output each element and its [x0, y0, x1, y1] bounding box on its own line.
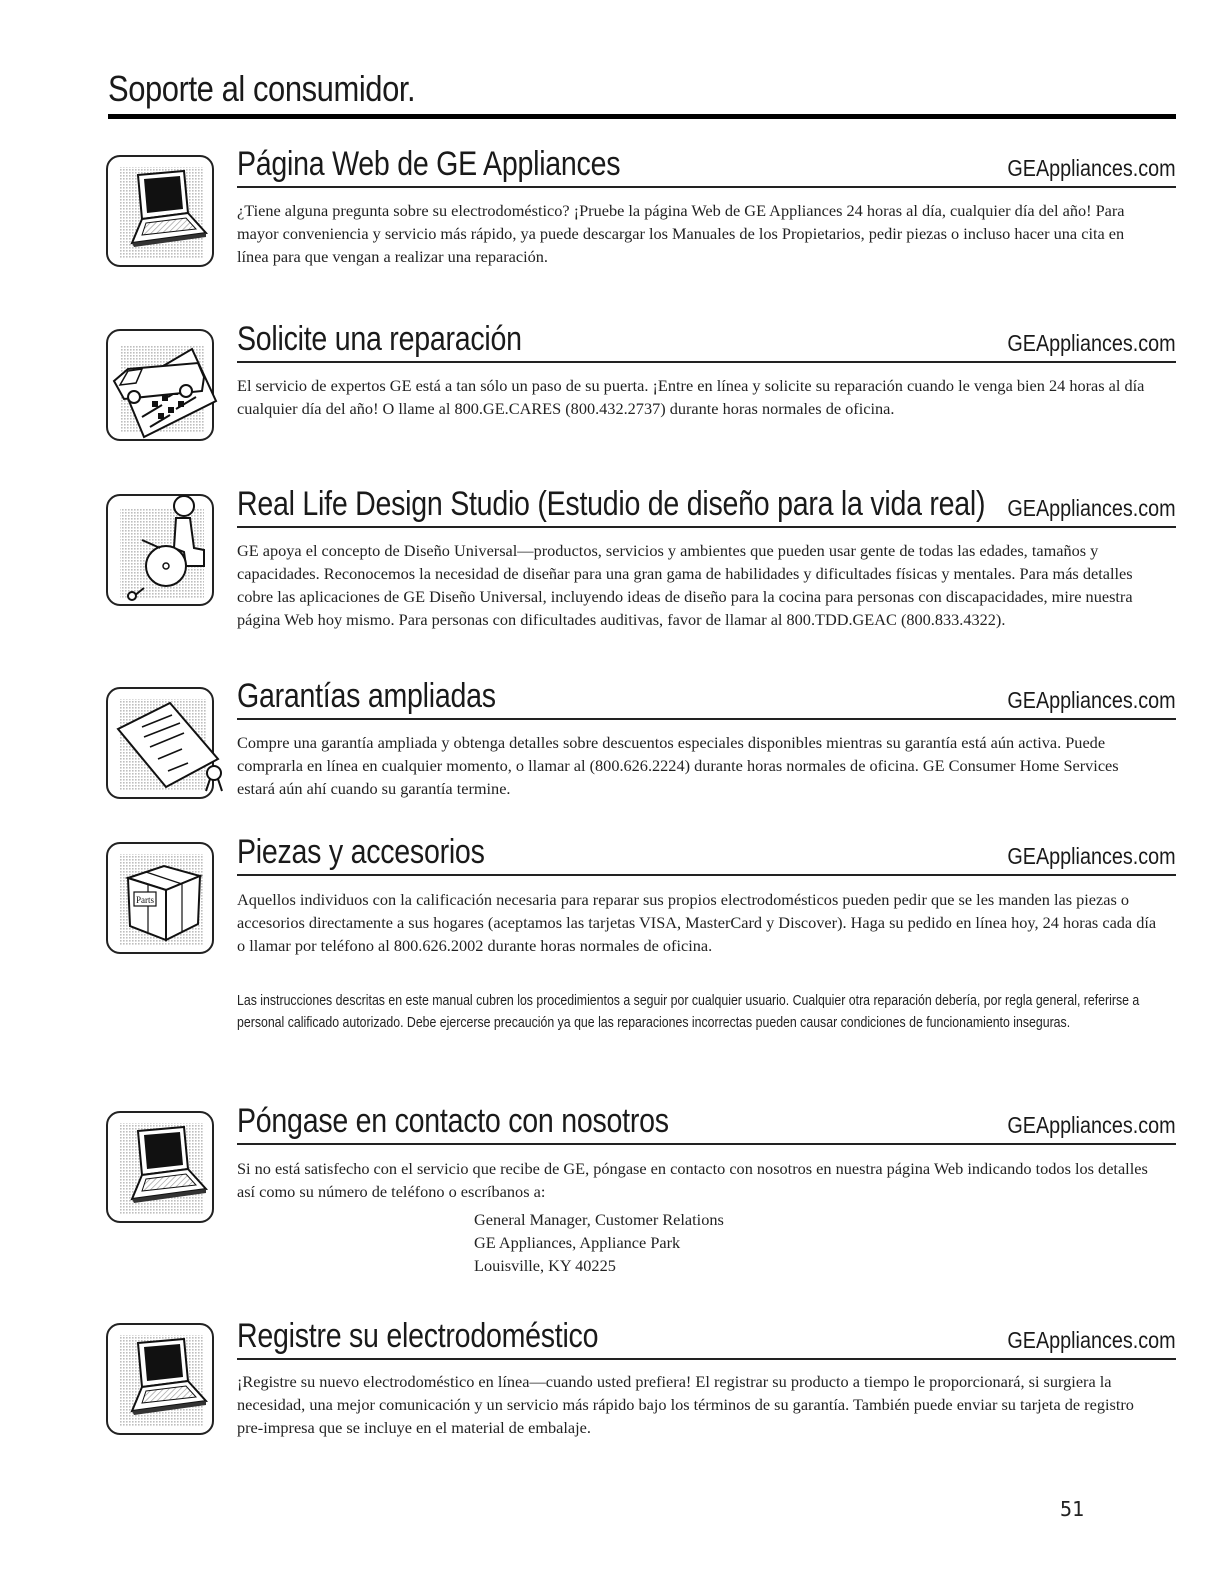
- warranty-certificate-icon: [106, 687, 214, 799]
- section-header: [237, 834, 1176, 876]
- section-title: Página Web de GE Appliances: [237, 145, 621, 183]
- section-title: Piezas y accesorios: [237, 833, 485, 871]
- section-body: Si no está satisfecho con el servicio que recibe de GE, póngase en contacto con nosotros en nuestra página Web indicando todos los detalles así como su número de teléfono o escríbanos a:: [237, 1159, 1148, 1201]
- section-url-link[interactable]: GEAppliances.com: [1007, 1327, 1176, 1353]
- section-body: ¿Tiene alguna pregunta sobre su electrodoméstico? ¡Pruebe la página Web de GE Appliances 24 horas al día, cualquier día del año! Para mayor conveniencia y servicio más rápido, ya puede descargar los Manuales de los Propietarios, pedir piezas o incluso hacer una cita en línea para que vengan a realizar una reparación.: [237, 201, 1125, 266]
- title-rule: [108, 114, 1176, 119]
- wheelchair-icon: [106, 494, 214, 606]
- section-header: [237, 678, 1176, 720]
- address-line: General Manager, Customer Relations: [474, 1210, 724, 1229]
- address-line: Louisville, KY 40225: [474, 1256, 616, 1275]
- laptop-icon: [106, 1323, 214, 1435]
- section-url-link[interactable]: GEAppliances.com: [1007, 495, 1176, 521]
- section-url-link[interactable]: GEAppliances.com: [1007, 330, 1176, 356]
- section-url-link[interactable]: GEAppliances.com: [1007, 1112, 1176, 1138]
- section-body: GE apoya el concepto de Diseño Universal—productos, servicios y ambientes que pueden usar gente de todas las edades, tamaños y capacidades. Reconocemos la necesidad de diseñar para una gran gama de habilidades y dificultades físicas y mentales. Para más detalles cobre las aplicaciones de GE Diseño Universal, incluyendo ideas de diseño para la cocina para personas con discapacidades, mire nuestra página Web hoy mismo. Para personas con dificultades auditivas, favor de llamar al 800.TDD.GEAC (800.833.4322).: [237, 541, 1133, 629]
- section-url-link[interactable]: GEAppliances.com: [1007, 155, 1176, 181]
- section-title: Registre su electrodoméstico: [237, 1317, 599, 1355]
- section-title: Solicite una reparación: [237, 320, 522, 358]
- address-line: GE Appliances, Appliance Park: [474, 1233, 681, 1252]
- laptop-icon: [106, 155, 214, 267]
- section-header: [237, 321, 1176, 363]
- section-body: ¡Registre su nuevo electrodoméstico en línea—cuando usted prefiera! El registrar su producto a tiempo le proporcionará, si surgiera la necesidad, una mejor comunicación y un servicio más rápido bajo los términos de su garantía. También puede enviar su tarjeta de registro pre-impresa que se incluye en el material de embalaje.: [237, 1372, 1134, 1437]
- section-body: El servicio de expertos GE está a tan sólo un paso de su puerta. ¡Entre en línea y solicite su reparación cuando le venga bien 24 horas al día cualquier día del año! O llame al 800.GE.CARES (800.432.2737) durante horas normales de oficina.: [237, 376, 1145, 418]
- page-title: Soporte al consumidor.: [108, 68, 416, 109]
- section-url-link[interactable]: GEAppliances.com: [1007, 843, 1176, 869]
- section-url-link[interactable]: GEAppliances.com: [1007, 687, 1176, 713]
- section-title: Real Life Design Studio (Estudio de diseño para la vida real): [237, 485, 986, 523]
- section-title: Garantías ampliadas: [237, 677, 496, 715]
- parts-box-icon: [106, 842, 214, 954]
- section-header: [237, 486, 1176, 528]
- section-body: Aquellos individuos con la calificación necesaria para reparar sus propios electrodomésticos pueden pedir que se les manden las piezas o accesorios directamente a sus hogares (aceptamos las tarjetas VISA, MasterCard y Discover). Haga su pedido en línea hoy, 24 horas cada día o llamar por teléfono al 800.626.2002 durante horas normales de oficina.: [237, 890, 1157, 955]
- section-header: [237, 146, 1176, 188]
- section-title: Póngase en contacto con nosotros: [237, 1102, 669, 1140]
- laptop-icon: [106, 1111, 214, 1223]
- safety-note: Las instrucciones descritas en este manual cubren los procedimientos a seguir por cualquier usuario. Cualquier otra reparación debería, por regla general, referirse a personal calificado autorizado. Debe ejercerse precaución ya que las reparaciones incorrectas pueden causar condiciones de funcionamiento inseguras.: [237, 993, 1140, 1031]
- section-header: [237, 1318, 1176, 1360]
- parts-label: Parts: [136, 895, 154, 905]
- page-number: 51: [1060, 1497, 1085, 1521]
- section-header: [237, 1103, 1176, 1145]
- section-body: Compre una garantía ampliada y obtenga detalles sobre descuentos especiales disponibles mientras su garantía está aún activa. Puede comprarla en línea en cualquier momento, o llamar al (800.626.2224) durante horas normales de oficina. GE Consumer Home Services estará aún ahí cuando su garantía termine.: [237, 733, 1119, 798]
- service-van-icon: [106, 329, 214, 441]
